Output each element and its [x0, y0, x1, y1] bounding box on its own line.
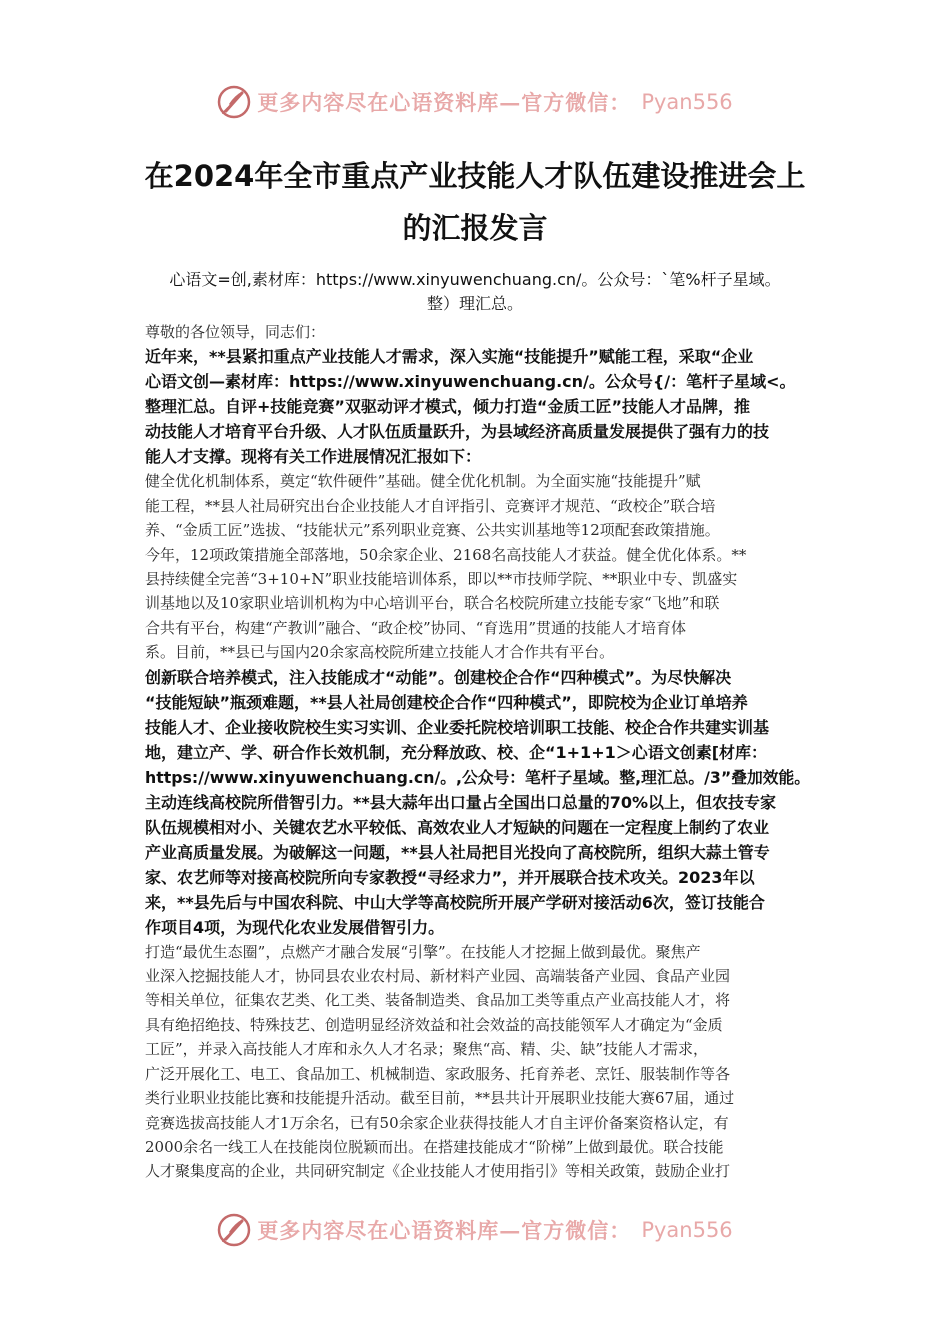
paragraph-line: 创新联合培养模式，注入技能成才“动能”。创建校企合作“四种模式”。为尽快解决 — [145, 667, 732, 687]
paragraph-line: 养、“金质工匠”选拔、“技能状元”系列职业竞赛、公共实训基地等12项配套政策措施。 — [145, 521, 720, 540]
paragraph-line: 产业高质量发展。为破解这一问题，**县人社局把目光投向了高校院所，组织大蒜土管专 — [145, 842, 770, 862]
header-banner — [0, 80, 950, 124]
paragraph-line: 整理汇总。自评+技能竞赛”双驱动评才模式，倾力打造“金质工匠”技能人才品牌，推 — [145, 397, 750, 417]
paragraph-line: 家、农艺师等对接高校院所向专家教授“寻经求力”，并开展联合技术攻关。2023年以 — [145, 867, 755, 887]
paragraph-line: 队伍规模相对小、关键农艺水平较低、高效农业人才短缺的问题在一定程度上制约了农业 — [145, 817, 770, 837]
paragraph-line: 心语文创—素材库：https://www.xinyuwenchuang.cn/。公众号{/：笔杆子星域<。 — [145, 372, 796, 392]
banner-text: 更多内容尽在心语资料库—官方微信： — [257, 90, 632, 115]
paragraph-line: 能人才支撑。现将有关工作进展情况汇报如下： — [145, 447, 482, 467]
source-note-line-1: 心语文=创,素材库：https://www.xinyuwenchuang.cn/。公众号：`笔%杆子星域。 — [169, 270, 781, 289]
quill-logo-icon — [217, 1213, 251, 1247]
banner-text: 更多内容尽在心语资料库—官方微信： — [257, 1218, 632, 1243]
footer-banner — [0, 1208, 950, 1252]
paragraph-line: 作项目4项，为现代化农业发展借智引力。 — [145, 917, 445, 937]
paragraph-line: 系。目前，**县已与国内20余家高校院所建立技能人才合作共有平台。 — [145, 643, 615, 662]
paragraph-line: 2000余名一线工人在技能岗位脱颖而出。在搭建技能成才“阶梯”上做到最优。联合技能 — [145, 1137, 724, 1156]
paragraph-line: 动技能人才培育平台升级、人才队伍质量跃升，为县域经济高质量发展提供了强有力的技 — [145, 422, 770, 442]
paragraph-line: 训基地以及10家职业培训机构为中心培训平台，联合名校院所建立技能专家“飞地”和联 — [145, 594, 720, 613]
source-note — [150, 268, 800, 316]
title-line-2: 的汇报发言 — [402, 211, 548, 245]
paragraph-line: 近年来，**县紧扣重点产业技能人才需求，深入实施“技能提升”赋能工程，采取“企业 — [145, 347, 754, 367]
quill-logo-icon — [217, 85, 251, 119]
paragraph-line: 广泛开展化工、电工、食品加工、机械制造、家政服务、托育养老、烹饪、服装制作等各 — [145, 1064, 731, 1083]
paragraph-line: 健全优化机制体系，奠定“软件硬件”基础。健全优化机制。为全面实施“技能提升”赋 — [145, 472, 701, 491]
paragraph — [145, 344, 811, 469]
paragraph-line: 等相关单位，征集农艺类、化工类、装备制造类、食品加工类等重点产业高技能人才，将 — [145, 991, 731, 1010]
document-title — [130, 150, 820, 254]
paragraph — [145, 665, 811, 940]
paragraph-line: “技能短缺”瓶颈难题，**县人社局创建校企合作“四种模式”，即院校为企业订单培养 — [145, 692, 748, 712]
paragraph-line: 今年，12项政策措施全部落地，50余家企业、2168名高技能人才获益。健全优化体系。** — [145, 545, 747, 564]
paragraph-line: 技能人才、企业接收院校生实习实训、企业委托院校培训职工技能、校企合作共建实训基 — [145, 717, 770, 737]
title-line-1: 在2024年全市重点产业技能人才队伍建设推进会上 — [144, 159, 806, 193]
paragraph — [145, 940, 811, 1184]
paragraph-line: 业深入挖掘技能人才，协同县农业农村局、新材料产业园、高端装备产业园、食品产业园 — [145, 967, 731, 986]
paragraph-line: 人才聚集度高的企业，共同研究制定《企业技能人才使用指引》等相关政策，鼓励企业打 — [145, 1162, 731, 1181]
paragraph-line: 地，建立产、学、研合作长效机制，充分释放政、校、企“1+1+1＞心语文创素[材库： — [145, 742, 768, 762]
document-body — [145, 320, 811, 1184]
paragraph-line: 打造“最优生态圈”，点燃产才融合发展“引擎”。在技能人才挖掘上做到最优。聚焦产 — [145, 942, 701, 961]
paragraph — [145, 469, 811, 664]
banner-handle: Pyan556 — [641, 90, 733, 114]
paragraph-line: 工匠”，并录入高技能人才库和永久人才名录；聚焦“高、精、尖、缺”技能人才需求， — [145, 1040, 709, 1059]
paragraph-line: 尊敬的各位领导，同志们： — [145, 323, 326, 341]
paragraph-line: https://www.xinyuwenchuang.cn/。,公众号：笔杆子星域。整,理汇总。/3”叠加效能。 — [145, 767, 810, 787]
paragraph-line: 具有绝招绝技、特殊技艺、创造明显经济效益和社会效益的高技能领军人才确定为“金质 — [145, 1015, 723, 1034]
banner-handle: Pyan556 — [641, 1218, 733, 1242]
paragraph-line: 合共有平台，构建“产教训”融合、“政企校”协同、“育选用”贯通的技能人才培育体 — [145, 618, 687, 637]
paragraph — [145, 320, 811, 344]
paragraph-line: 类行业职业技能比赛和技能提升活动。截至目前，**县共计开展职业技能大赛67届，通过 — [145, 1089, 735, 1108]
paragraph-line: 县持续健全完善“3+10+N”职业技能培训体系，即以**市技师学院、**职业中专、凯盛实 — [145, 570, 738, 589]
source-note-line-2: 整）理汇总。 — [426, 294, 523, 313]
paragraph-line: 来，**县先后与中国农科院、中山大学等高校院所开展产学研对接活动6次，签订技能合 — [145, 892, 765, 912]
paragraph-line: 能工程，**县人社局研究出台企业技能人才自评指引、竞赛评才规范、“政校企”联合培 — [145, 496, 716, 515]
paragraph-line: 竞赛选拔高技能人才1万余名，已有50余家企业获得技能人才自主评价备案资格认定，有 — [145, 1113, 729, 1132]
paragraph-line: 主动连线高校院所借智引力。**县大蒜年出口量占全国出口总量的70%以上，但农技专家 — [145, 792, 777, 812]
